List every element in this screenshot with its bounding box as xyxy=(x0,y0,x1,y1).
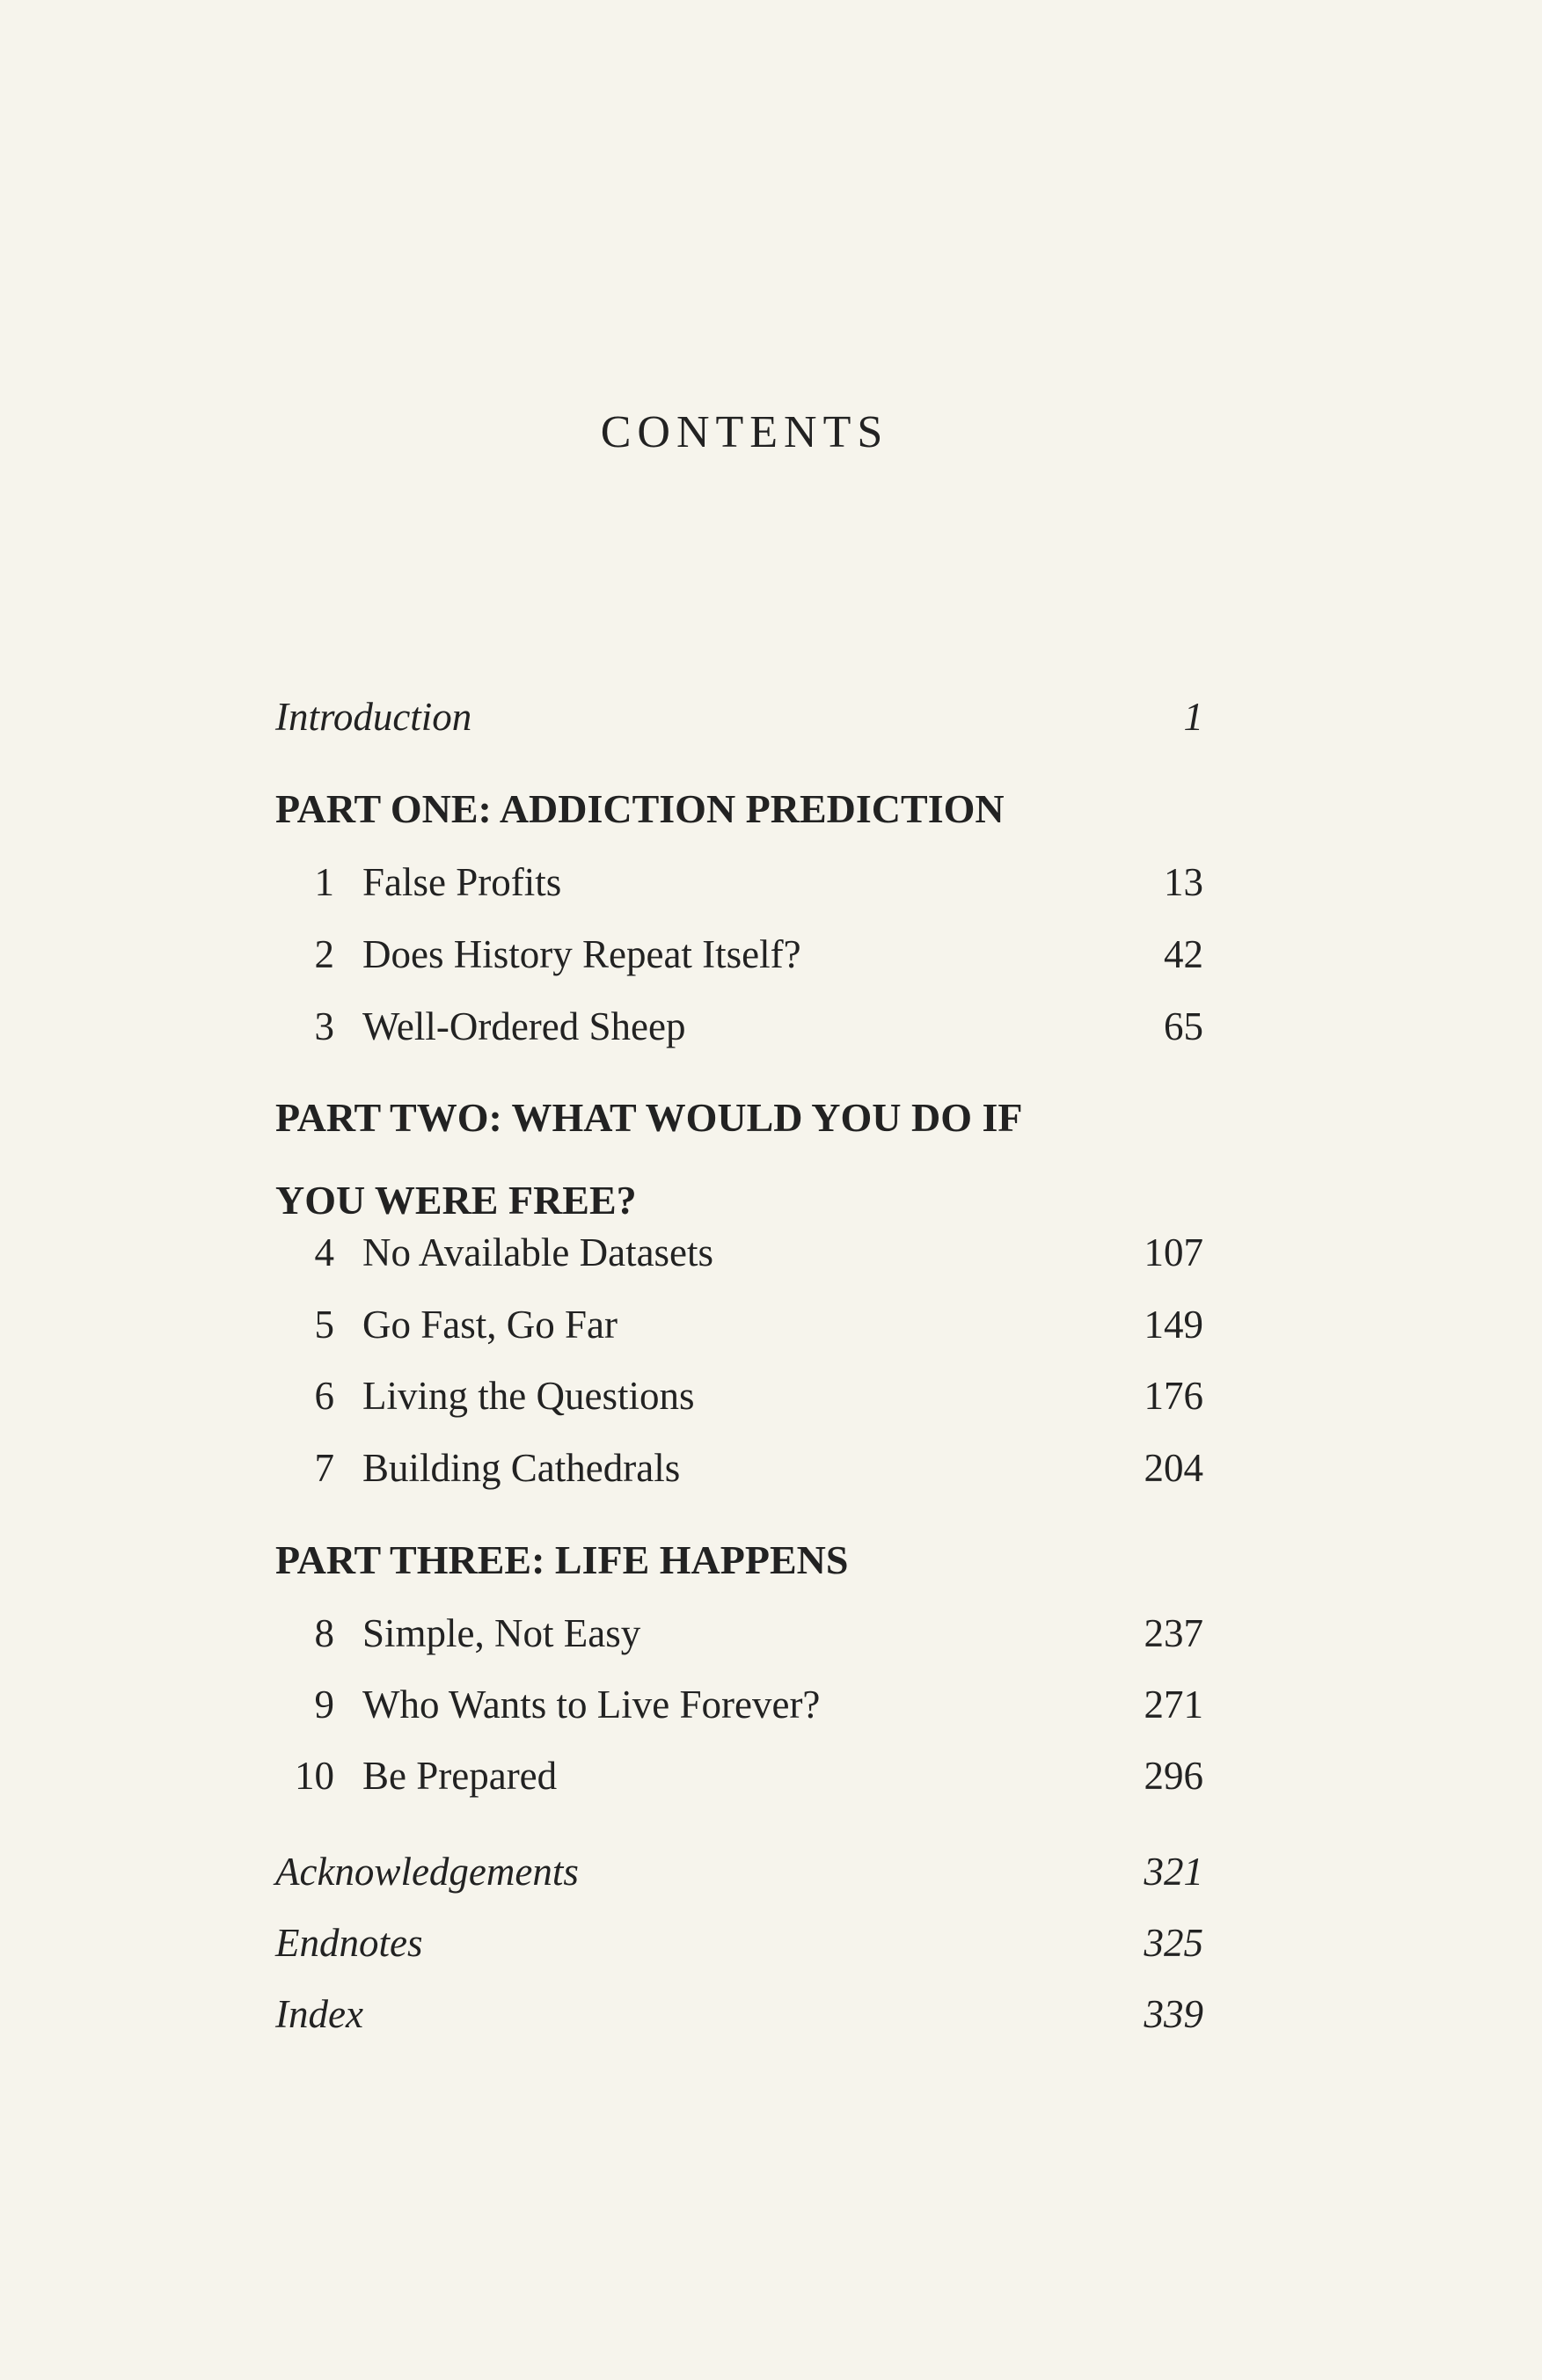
toc-entry-acknowledgements[interactable] xyxy=(275,1841,1203,1902)
chapter-page: 237 xyxy=(1144,1611,1203,1655)
toc-entry-chapter-9[interactable] xyxy=(275,1674,1203,1735)
chapter-title: No Available Datasets xyxy=(362,1230,714,1274)
chapter-number: 9 xyxy=(314,1683,334,1727)
part-one-heading: PART ONE: ADDICTION PREDICTION xyxy=(275,786,1005,831)
toc-entry-chapter-7[interactable] xyxy=(275,1437,1203,1499)
chapter-title: Be Prepared xyxy=(362,1754,558,1798)
back-matter-page: 339 xyxy=(1144,1992,1203,2036)
chapter-number: 6 xyxy=(314,1374,334,1418)
chapter-title: Building Cathedrals xyxy=(362,1446,681,1490)
toc-entry-chapter-3[interactable] xyxy=(275,996,1203,1057)
back-matter-title: Index xyxy=(275,1992,363,2036)
toc-entry-chapter-6[interactable] xyxy=(275,1365,1203,1427)
toc-entry-title: Introduction xyxy=(275,695,472,739)
chapter-number: 3 xyxy=(314,1004,334,1048)
chapter-page: 65 xyxy=(1164,1004,1203,1048)
chapter-page: 204 xyxy=(1144,1446,1203,1490)
chapter-page: 107 xyxy=(1144,1230,1203,1274)
back-matter-page: 325 xyxy=(1144,1921,1203,1965)
back-matter-title: Endnotes xyxy=(275,1921,423,1965)
chapter-page: 42 xyxy=(1164,932,1203,976)
chapter-title: Who Wants to Live Forever? xyxy=(362,1683,821,1727)
part-three-heading: PART THREE: LIFE HAPPENS xyxy=(275,1537,849,1582)
toc-entry-introduction[interactable] xyxy=(275,686,1203,748)
chapter-number: 1 xyxy=(314,860,334,904)
toc-entry-chapter-2[interactable] xyxy=(275,924,1203,985)
chapter-title: Simple, Not Easy xyxy=(362,1611,641,1655)
chapter-title: Go Fast, Go Far xyxy=(362,1303,618,1347)
chapter-number: 2 xyxy=(314,932,334,976)
toc-entry-chapter-1[interactable] xyxy=(275,851,1203,913)
back-matter-title: Acknowledgements xyxy=(275,1850,579,1894)
chapter-title: Living the Questions xyxy=(362,1374,695,1418)
chapter-title: False Profits xyxy=(362,860,562,904)
toc-entry-chapter-4[interactable] xyxy=(275,1222,1203,1283)
chapter-number: 10 xyxy=(295,1754,334,1798)
chapter-number: 8 xyxy=(314,1611,334,1655)
page-title: CONTENTS xyxy=(600,407,889,457)
chapter-number: 7 xyxy=(314,1446,334,1490)
chapter-number: 5 xyxy=(314,1303,334,1347)
toc-entry-endnotes[interactable] xyxy=(275,1912,1203,1974)
part-two-heading-line-1: PART TWO: WHAT WOULD YOU DO IF xyxy=(275,1095,1023,1140)
part-two-heading-line-2: YOU WERE FREE? xyxy=(275,1178,637,1223)
toc-entry-chapter-8[interactable] xyxy=(275,1602,1203,1664)
chapter-page: 296 xyxy=(1144,1754,1203,1798)
toc-entry-page: 1 xyxy=(1183,695,1203,739)
chapter-page: 13 xyxy=(1164,860,1203,904)
toc-entry-chapter-5[interactable] xyxy=(275,1294,1203,1355)
chapter-title: Well-Ordered Sheep xyxy=(362,1004,686,1048)
chapter-number: 4 xyxy=(314,1230,334,1274)
chapter-page: 176 xyxy=(1144,1374,1203,1418)
back-matter-page: 321 xyxy=(1144,1850,1203,1894)
part-two-heading xyxy=(275,1077,1155,1242)
chapter-page: 271 xyxy=(1144,1683,1203,1727)
toc-entry-chapter-10[interactable] xyxy=(275,1745,1203,1807)
chapter-title: Does History Repeat Itself? xyxy=(362,932,801,976)
chapter-page: 149 xyxy=(1144,1303,1203,1347)
toc-entry-index[interactable] xyxy=(275,1983,1203,2045)
